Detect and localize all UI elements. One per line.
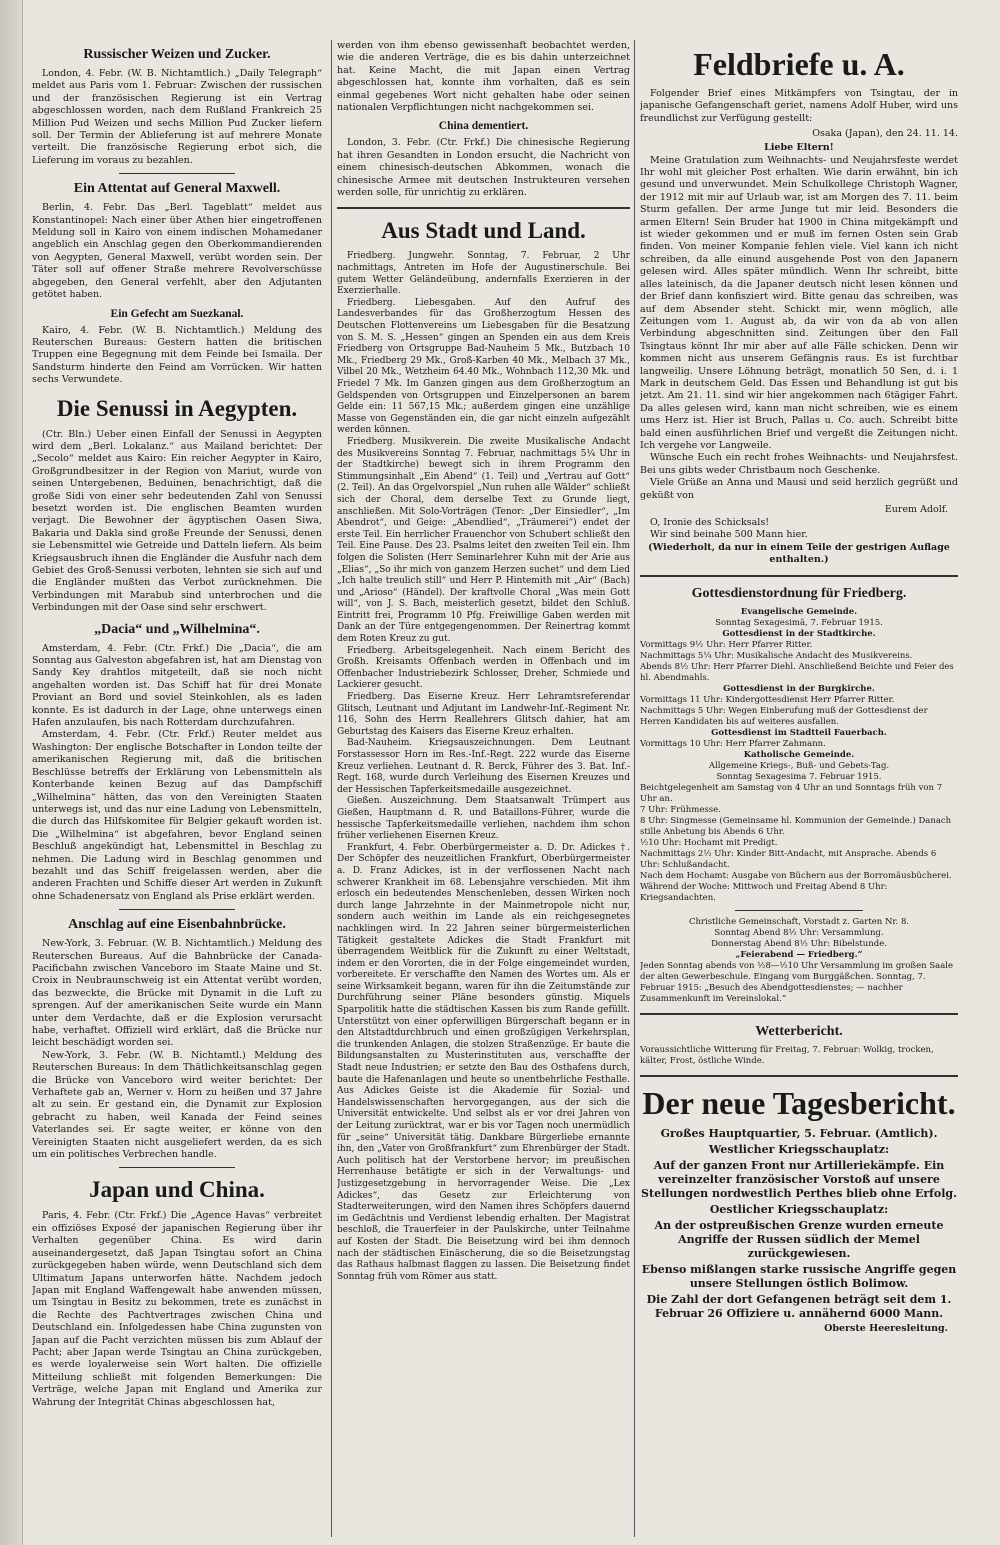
church-line: Katholische Gemeinde. [743, 749, 855, 760]
church-line: Sonntag Sexagesimä, 7. Februar 1915. [715, 617, 883, 628]
report-text: Ebenso mißlangen starke russische Angriffe gegen unsere Stellungen östlich Bolimow. [641, 1262, 957, 1290]
letter-intro: Folgender Brief eines Mitkämpfers von Tsingtau, der in japanische Gefangenschaft geriet, namens Adolf Huber, wird uns freundlichst zur Verfügung gestellt: [640, 88, 958, 124]
letter-signature: Eurem Adolf. [884, 504, 948, 515]
column-2 [337, 40, 630, 1537]
divider [640, 575, 958, 577]
report-text: Auf der ganzen Front nur Artilleriekämpfe. Ein vereinzelter französischer Vorstoß auf unsere Stellungen nordwestlich Perthes blieb ohne Erfolg. [641, 1158, 957, 1200]
church-line: Vormittags 10 Uhr: Herr Pfarrer Zahmann. [640, 738, 826, 749]
church-line: Abends 8½ Uhr: Herr Pfarrer Diehl. Anschließend Beichte und Feier des hl. Abendmahls. [640, 661, 954, 683]
local-news-item: Frankfurt, 4. Febr. Oberbürgermeister a. D. Dr. Adickes †. Der Schöpfer des neuzeitlichen Frankfurt, Oberbürgermeister a. D. Franz Adickes, ist in der verflossenen Nacht nach schwerer Krankheit im 68. Lebensjahre verschieden. Mit ihm erlosch ein bedeutendes Menschenleben, dessen Wirken noch durch lange Jahrzehnte in der Mainmetropole nicht nur, sondern auch weithin im Lande als ein reichgesegnetes nachklingen wird. In 22 Jahren seiner bürgermeisterlichen Tätigkeit gestaltete Adickes die Stadt Frankfurt mit überragendem Weitblick für die Zukunft zu einer Weltstadt, indem er den Vororten, die in der Folge eingemeindet wurden, vorbereitete. Er verschaffte den Namen des Wortes um. Als er seine Wirksamkeit begann, waren für ihn die Zeitumstände zur Durchführung seiner Pläne besonders günstig. Miquels Sparpolitik hatte die städtischen Kassen bis zum Rande gefüllt. Unterstützt von einer opferwilligen Bürgerschaft begann er in den Altstadtdurchbruch und einen großzügigen Verkehrsplan, die trunkenden Anlagen, die stolzen Straßenzüge. Er baute die Bildungsanstalten zu Musterinstituten aus, verschaffte der Stadt neue Industrien; er setzte den Bau des Osthafens durch, baute die Hafenanlagen und heute so unentbehrliche Festhalle. Aus Adickes Geiste ist die Akademie für Sozial- und Handelswissenschaften hervorgegangen, aus der sich die Universität entwickelte. Und selbst als er vor drei Jahren von der Leitung zurücktrat, war er bis vor Tagen noch unermüdlich für „seine“ Universität tätig. Dankbare Bürgerliebe ernannte ihn, den „Vater von Großfrankfurt“ zum Ehrenbürger der Stadt. Auch politisch hat der Verstorbene hervor; im preußischen Herrenhause betätigte er sich in der Verwaltungs- und Justizgesetzgebung in hervorragender Weise. Die „Lex Adickes“, das Gesetz zur Erleichterung von Stadterweiterungen, wird den Namen ihres Schöpfers dauernd im Gedächtnis und Verdienst lebendig erhalten. Der Magistrat beschloß, die Trauerfeier in der Paulskirche, unter Teilnahme auf Kosten der Stadt. Die Beisetzung wird bei ihm dennoch nach der städtischen Einäscherung, die so die Beisetzungstag das Rathaus halbmast flaggen zu lassen. Die Beisetzung findet Sonntag früh vom Römer aus statt. [337, 842, 630, 1282]
church-line: Donnerstag Abend 8½ Uhr: Bibelstunde. [711, 938, 887, 949]
report-signature: Oberste Heeresleitung. [824, 1322, 948, 1334]
local-news-item: Friedberg. Das Eiserne Kreuz. Herr Lehramtsreferendar Glitsch, Leutnant und Adjutant im Landwehr-Inf.-Regiment Nr. 116, Sohn des Herrn Reallehrers Glitsch dahier, hat am Geburtstag des Kaisers das Eiserne Kreuz erhalten. [337, 692, 630, 737]
divider [337, 207, 630, 209]
article-title: Ein Attentat auf General Maxwell. [73, 181, 281, 197]
divider [640, 1075, 958, 1077]
church-line: Gottesdienst in der Burgkirche. [723, 683, 875, 694]
report-subtitle: Oestlicher Kriegsschauplatz: [709, 1202, 889, 1216]
report-subtitle: Westlicher Kriegsschauplatz: [708, 1142, 890, 1156]
article-body: Amsterdam, 4. Febr. (Ctr. Frkf.) Reuter meldet aus Washington: Der englische Botschafter in London teilte der amerikanischen Regierung mit, daß die britischen Beschlüsse betreffs der Erklärung von Lebensmitteln als Konterbande keinen Bezug auf das Dampfschiff „Wilhelmina“ hätten, das von den Vereinigten Staaten unterwegs ist, und das nur eine Ladung von Lebensmitteln, die durch das Hilfskomitee für Belgier gekauft worden ist. Die „Wilhelmina“ ist abgefahren, bevor England seinen Beschluß angekündigt hat, Lebensmittel in Beschlag zu nehmen. Die Ladung wird in Beschlag genommen und bezahlt und das Schiff freigelassen werden, aber die anderen Frachten und Schiffe dieser Art werden in Zukunft ohne Schadenersatz von England als Prise erklärt werden. [32, 729, 322, 902]
letter-postscript: O, Ironie des Schicksals! [650, 517, 770, 528]
church-line: Sonntag Sexagesima 7. Februar 1915. [716, 771, 882, 782]
church-line: Christliche Gemeinschaft, Vorstadt z. Garten Nr. 8. [688, 916, 910, 927]
church-line: 8 Uhr: Singmesse (Gemeinsame hl. Kommunion der Gemeinde.) Danach stille Anbetung bis Abends 6 Uhr. [640, 815, 952, 837]
divider [735, 910, 862, 911]
article-title: Die Senussi in Aegypten. [56, 395, 298, 421]
local-news-item: Friedberg. Musikverein. Die zweite Musikalische Andacht des Musikvereins Sonntag 7. Februar, nachmittags 5¼ Uhr in der Stadtkirche) bewegt sich in ihrem Programm den Stimmungsinhalt „Ein Abend“ (1. Teil) und „Vertrau auf Gott“ (2. Teil). An das Orgelvorspiel „Nun ruhen alle Wälder“ schließt sich der Choral, dem derselbe Text zu Grunde liegt, anschließen. Mit Solo-Vorträgen (Tenor: „Der Einsiedler“, „Im Abendrot“, und Geige: „Abendlied“, „Träumerei“) endet der erste Teil. Ein herrlicher Frauenchor von Schubert schließt den Teil. Eine Pause. Des 23. Psalms leitet den zweiten Teil ein. Ihm folgen die Solisten (Herr Seminarlehrer Kuhn mit der Arie aus „Elias“, „So ihr mich von ganzem Herzen suchet“ und dem Lied „Ich halte treulich still“ und Herr P. Hintemith mit „Air“ (Bach) und „Arioso“ (Händel). Der kraftvolle Choral „Was mein Gott will“, von J. S. Bach, meisterlich gesetzt, bildet den Schluß. Eintritt frei, Programm 10 Pfg. Freiwillige Gaben werden mit Dank an der Türe entgegengenommen. Der Reinertrag kommt dem Roten Kreuz zu gut. [337, 436, 630, 645]
article-title: China dementiert. [438, 120, 529, 133]
church-line: Nachmittags 2½ Uhr: Kinder Bitt-Andacht, mit Ansprache. Abends 6 Uhr: Schlußandacht. [640, 848, 937, 870]
weather-text: Voraussichtliche Witterung für Freitag, 7. Februar: Wolkig, trocken, kälter, Frost, östliche Winde. [640, 1044, 934, 1066]
article-body: New-York, 3. Februar. (W. B. Nichtamtlich.) Meldung des Reuterschen Bureaus. Auf die Bahnbrücke der Canada-Pacificbahn zwischen Vanceboro im Staate Maine und St. Croix in Neubraunschweig ist ein Attentat verübt worden, das bezweckte, die Brücke mit Dynamit in die Luft zu sprengen. Auf der amerikanischen Seite wurde ein Mann unter dem Verdachte, daß er die Explosion verursacht habe, verhaftet. Offiziell wird erklärt, daß die Brücke nur leicht beschädigt worden sei. [32, 938, 322, 1049]
church-line: Nachmittags 5¼ Uhr: Musikalische Andacht des Musikvereins. [640, 650, 913, 661]
column-rule [634, 40, 635, 1537]
report-text: An der ostpreußischen Grenze wurden erneute Angriffe der Russen südlich der Memel zurückgewiesen. [654, 1218, 944, 1260]
church-line: Während der Woche: Mittwoch und Freitag Abend 8 Uhr: Kriegsandachten. [640, 881, 888, 903]
column-rule [331, 40, 332, 1537]
article-title: Russischer Weizen und Zucker. [83, 47, 271, 62]
local-news-item: Bad-Nauheim. Kriegsauszeichnungen. Dem Leutnant Forstassessor Horn im Res.-Inf.-Regt. 222 wurde das Eiserne Kreuz verliehen. Leutnant d. R. Berck, Führer des 3. Bat. Inf.-Regt. 168, wurde durch Verleihung des Eisernen Kreuzes und der Hessischen Tapferkeitsmedaille ausgezeichnet. [337, 738, 630, 795]
article-body: (Ctr. Bln.) Ueber einen Einfall der Senussi in Aegypten wird dem „Berl. Lokalanz.“ aus Mailand berichtet: Der „Secolo“ meldet aus Kairo: Ein reicher Aegypter in Kairo, Großgrundbesitzer in der Region von Mariut, wurde von seinen Untergebenen, Beduinen, benachrichtigt, daß die große Sidi von einer sehr bedeutenden Zahl von Senussi besetzt worden ist. Die englischen Beamten wurden verjagt. Die Bewohner der ägyptischen Oasen Siwa, Bakaria und Dakla sind große Freunde der Senussi, denen sie Lebensmittel wie Getreide und Datteln liefern. Als beim Kriegsausbruch ihnen die Engländer die Ausfuhr nach dem Gebiet des Groß-Senussi verboten, lehnten sie sich auf und die Engländer mußten das Verbot zurücknehmen. Die Verbindungen mit Marabub sind unterbrochen und die Verbindungen mit der Oase sind sehr erschwert. [32, 428, 322, 614]
church-line: Vormittags 11 Uhr: Kindergottesdienst Herr Pfarrer Ritter. [640, 694, 895, 705]
article-body: London, 4. Febr. (W. B. Nichtamtlich.) „Daily Telegraph“ meldet aus Paris vom 1. Februar: Zwischen der russischen und der französischen Regierung ist ein Vertrag abgeschlossen worden, nach dem Rußland Frankreich 25 Million Pud Weizen und sechs Million Pud Zucker liefern soll. Der Termin der Ablieferung ist auf mehrere Monate verteilt. Die französische Regierung erbot sich, die Lieferung im voraus zu bezahlen. [32, 68, 322, 166]
club-notice: Jeden Sonntag abends von ½8—½10 Uhr Versammlung im großen Saale der alten Gewerbeschule. Eingang vom Burggäßchen. Sonntag, 7. Februar 1915: „Besuch des Abendgottesdienstes; — nachher Zusammenkunft im Vereinslokal.“ [640, 960, 954, 1004]
letter-postscript: Wir sind beinahe 500 Mann hier. [650, 529, 808, 541]
article-title: „Dacia“ und „Wilhelmina“. [94, 621, 260, 637]
column-1 [32, 40, 322, 1537]
report-header: Großes Hauptquartier, 5. Februar. (Amtlich). [660, 1126, 938, 1140]
church-line: Nach dem Hochamt: Ausgabe von Büchern aus der Borromäusbücherei. [640, 870, 952, 881]
church-line: Sonntag Abend 8½ Uhr: Versammlung. [714, 927, 884, 938]
section-title: Aus Stadt und Land. [381, 218, 586, 244]
church-line: 7 Uhr: Frühmesse. [640, 804, 721, 815]
club-title: „Feierabend — Friedberg.“ [735, 949, 863, 960]
letter-body: Wünsche Euch ein recht frohes Weihnachts- und Neujahrsfest. Bei uns gibts weder Christbaum noch Geschenke. [640, 452, 958, 476]
page-binding-edge [0, 0, 23, 1545]
divider [119, 1167, 235, 1168]
section-title: Wetterbericht. [755, 1023, 843, 1039]
article-body: London, 3. Febr. (Ctr. Frkf.) Die chinesische Regierung hat ihren Gesandten in London ersucht, die Nachricht von einem chinesisch-deutschen Abkommen, wonach die chinesische Armee mit deutschen Instrukteuren versehen werden solle, für unrichtig zu erklären. [337, 137, 630, 199]
church-line: Gottesdienst in der Stadtkirche. [722, 628, 876, 639]
letter-body: Viele Grüße an Anna und Mausi und seid herzlich gegrüßt und geküßt von [640, 477, 958, 501]
divider [640, 1013, 958, 1015]
report-text: Die Zahl der dort Gefangenen beträgt seit dem 1. Februar 26 Offiziere u. annähernd 6000 Mann. [646, 1292, 952, 1320]
article-body: werden von ihm ebenso gewissenhaft beobachtet werden, wie die anderen Verträge, die es bis dahin unterzeichnet hat. Keine Macht, die mit Japan einen Vertrag abgeschlossen hat, konnte ihm vorhalten, daß es sein einmal gegebenes Wort nicht gehalten habe oder seinen nationalen Verpflichtungen nicht nachgekommen sei. [337, 40, 630, 114]
article-body: Amsterdam, 4. Febr. (Ctr. Frkf.) Die „Dacia“, die am Sonntag aus Galveston abgefahren ist, hat am Dienstag von Sandy Key drahtlos mitgeteilt, daß sie noch nicht angehalten worden ist. Das Schiff hat für drei Monate Proviant an Bord und soviel Steinkohlen, als es laden konnte. Es ist dadurch in der Lage, ohne unterwegs einen Hafen anzulaufen, bis nach Rotterdam durchzufahren. [32, 642, 322, 729]
article-body: Berlin, 4. Febr. Das „Berl. Tageblatt“ meldet aus Konstantinopel: Nach einer über Athen hier eingetroffenen Meldung soll in Kairo von einem indischen Mohamedaner angeblich ein Anschlag gegen den Oberkommandierenden von Aegypten, General Maxwell, verübt worden sein. Der Täter soll auf offener Straße mehrere Revolverschüsse abgegeben, den General verfehlt, aber den Adjutanten getötet haben. [32, 202, 322, 301]
church-line: Nachmittags 5 Uhr: Wegen Einberufung muß der Gottesdienst der Herren Kandidaten bis auf weiteres ausfallen. [640, 705, 928, 727]
article-title: Ein Gefecht am Suezkanal. [110, 307, 244, 320]
local-news-item: Friedberg. Jungwehr. Sonntag, 7. Februar, 2 Uhr nachmittags, Antreten im Hofe der Augustinerschule. Bei gutem Wetter Geländeübung, andernfalls Exerzieren in der Exerzierhalle. [337, 251, 630, 297]
church-line: Beichtgelegenheit am Samstag von 4 Uhr an und Sonntags früh von 7 Uhr an. [640, 782, 943, 804]
article-body: Kairo, 4. Febr. (W. B. Nichtamtlich.) Meldung des Reuterschen Bureaus: Gestern hatten die britischen Truppen eine Begegnung mit dem Feinde bei Ismaila. Der Sandsturm hinderte den Feind am Vorrücken. Wir hatten sechs Verwundete. [32, 324, 322, 386]
section-title: Feldbriefe u. A. [693, 46, 905, 82]
article-title: Japan und China. [89, 1177, 265, 1203]
article-title: Anschlag auf eine Eisenbahnbrücke. [68, 917, 286, 933]
church-line: Gottesdienst im Stadtteil Fauerbach. [711, 727, 887, 738]
article-body: Paris, 4. Febr. (Ctr. Frkf.) Die „Agence Havas“ verbreitet ein offiziöses Exposé der japanischen Regierung über ihr Verhalten gegenüber China. Es wird darin auseinandergesetzt, daß Japan Tsingtau sofort an China zurückgegeben haben würde, wenn Deutschland sich dem Ultimatum Japans unterworfen hätte. Nachdem jedoch Japan mit England Waffengewalt habe anwenden müssen, um Tsingtau in Besitz zu bekommen, trete es zunächst in die Rechte des Pachtvertrages zwischen China und Deutschland ein. Infolgedessen habe China zugunsten von Japan auf die Pacht verzichten müssen bis zum Ablauf der Pacht; aber Japan werde Tsingtau an China zurückgeben, es werde loyalerweise sein Wort halten. Die offizielle Mitteilung schließt mit folgenden Bemerkungen: Die Verträge, welche Japan mit England und Amerika zur Wahrung der Integrität Chinas abgeschlossen hat, [32, 1210, 322, 1408]
article-body: New-York, 3. Febr. (W. B. Nichtamtl.) Meldung des Reuterschen Bureaus: In dem Thätlichkeitsanschlag gegen die Brücke von Vanceboro wird weiter berichtet: Der Verhaftete gab an, Werner v. Horn zu heißen und 37 Jahre alt zu sein. Er gestand ein, die Dynamit zur Explosion gebracht zu haben, weil Kanada der Feind seines Vaterlandes sei. Er sagte weiter, er könne von den Vereinigten Staaten nicht ausgeliefert werden, da es sich um ein politisches Verbrechen handle. [32, 1049, 322, 1161]
section-title: Gottesdienstordnung für Friedberg. [691, 585, 907, 601]
letter-date: Osaka (Japan), den 24. 11. 14. [812, 128, 958, 140]
local-news-item: Friedberg. Liebesgaben. Auf den Aufruf des Landesverbandes für das Großherzogtum Hessen des Deutschen Flottenvereins um Liebesgaben für die Besatzung von S. M. S. „Hessen“ gingen an Spenden ein aus dem Kreis Friedberg von Ortsgruppe Bad-Nauheim 5 Mk., Butzbach 10 Mk., Friedberg 29 Mk., Groß-Karben 40 Mk., Melbach 37 Mk., Vilbel 20 Mk., Wetzheim 64.40 Mk., Wohnbach 112,30 Mk. und Friedel 7 Mk. Im Ganzen gingen aus dem Großherzogtum an Geldspenden von Ortsgruppen und Einzelpersonen an barem Gelde ein: 11 567,15 Mk.; außerdem gingen eine unzählige Masse von Gegenständen ein, die gar nicht einzeln aufgezählt werden können. [337, 297, 630, 436]
church-line: ½10 Uhr: Hochamt mit Predigt. [640, 837, 778, 848]
section-title: Der neue Tagesbericht. [642, 1084, 956, 1121]
church-line: Allgemeine Kriegs-, Buß- und Gebets-Tag. [708, 760, 890, 771]
local-news-item: Friedberg. Arbeitsgelegenheit. Nach einem Bericht des Großh. Kreisamts Offenbach werden in Offenbach und im Offenbacher Industriebezirk Schlosser, Dreher, Schmiede und Lackierer gesucht. [337, 645, 630, 691]
divider [119, 173, 235, 174]
divider [119, 909, 235, 910]
church-line: Evangelische Gemeinde. [740, 606, 858, 617]
letter-body: Meine Gratulation zum Weihnachts- und Neujahrsfeste werdet Ihr wohl mit gleicher Post erhalten. Wie darin erwähnt, bin ich gesund und unverwundet. Mein Schulkollege Christoph Wagner, der 1912 mit mir auf Urlaub war, ist am Morgen des 7. 11. beim Sturm gefallen. Der arme Junge tut mir leid. Besonders die armen Eltern! Sein Bruder hat 1900 in China mitgekämpft und ist wieder gekommen und er muß im fernen Osten sein Grab finden. Von meiner Kompanie fehlen viele. Viel kann ich nicht schreiben, da alle einund ausgehende Post von den Japanern gelesen wird. Alles später mündlich. Wenn Ihr schreibt, bitte alles lateinisch, da die Japaner deutsch nicht lesen können und der Brief dann konfisziert wird. Bitte genau das schreiben, was auf dem Absender steht. Schickt mir, wenn möglich, alle Zeitungen vom 1. August ab, da wir von da ab von allen Verbindung abgeschnitten sind. Zeitungen über den Fall Tsingtaus könnt Ihr mir aber auf alle Fälle schicken. Denn wir kommen nicht aus unserem Gefängnis raus. Es ist furchtbar langweilig. Unsere Löhnung beträgt, monatlich 50 Sen, d. i. 1 Mark in deutschem Geld. Das Essen und Behandlung ist gut bis jetzt. Am 21. 11. sind wir hier angekommen nach 6tägiger Fahrt. Da alles gelesen wird, kann man nicht schreiben, wie es einem ums Herz ist. Hier ist Bruch, Pallas u. Co. auch. Schreibt bitte bald einen ausführlichen Brief und vergeßt die Zeitungen nicht. Ich vergehe vor Langweile. [640, 154, 958, 451]
church-line: Vormittags 9½ Uhr: Herr Pfarrer Ritter. [640, 639, 813, 650]
local-news-item: Gießen. Auszeichnung. Dem Staatsanwalt Trümpert aus Gießen, Hauptmann d. R. und Bataillons-Führer, wurde die hessische Tapferkeitsmedaille verliehen, nachdem ihm schon früher verliehenen Eisernen Kreuz. [337, 796, 630, 842]
column-3 [640, 40, 958, 1537]
reprint-note: (Wiederholt, da nur in einem Teile der gestrigen Auflage enthalten.) [648, 541, 950, 566]
letter-salutation: Liebe Eltern! [764, 142, 834, 154]
